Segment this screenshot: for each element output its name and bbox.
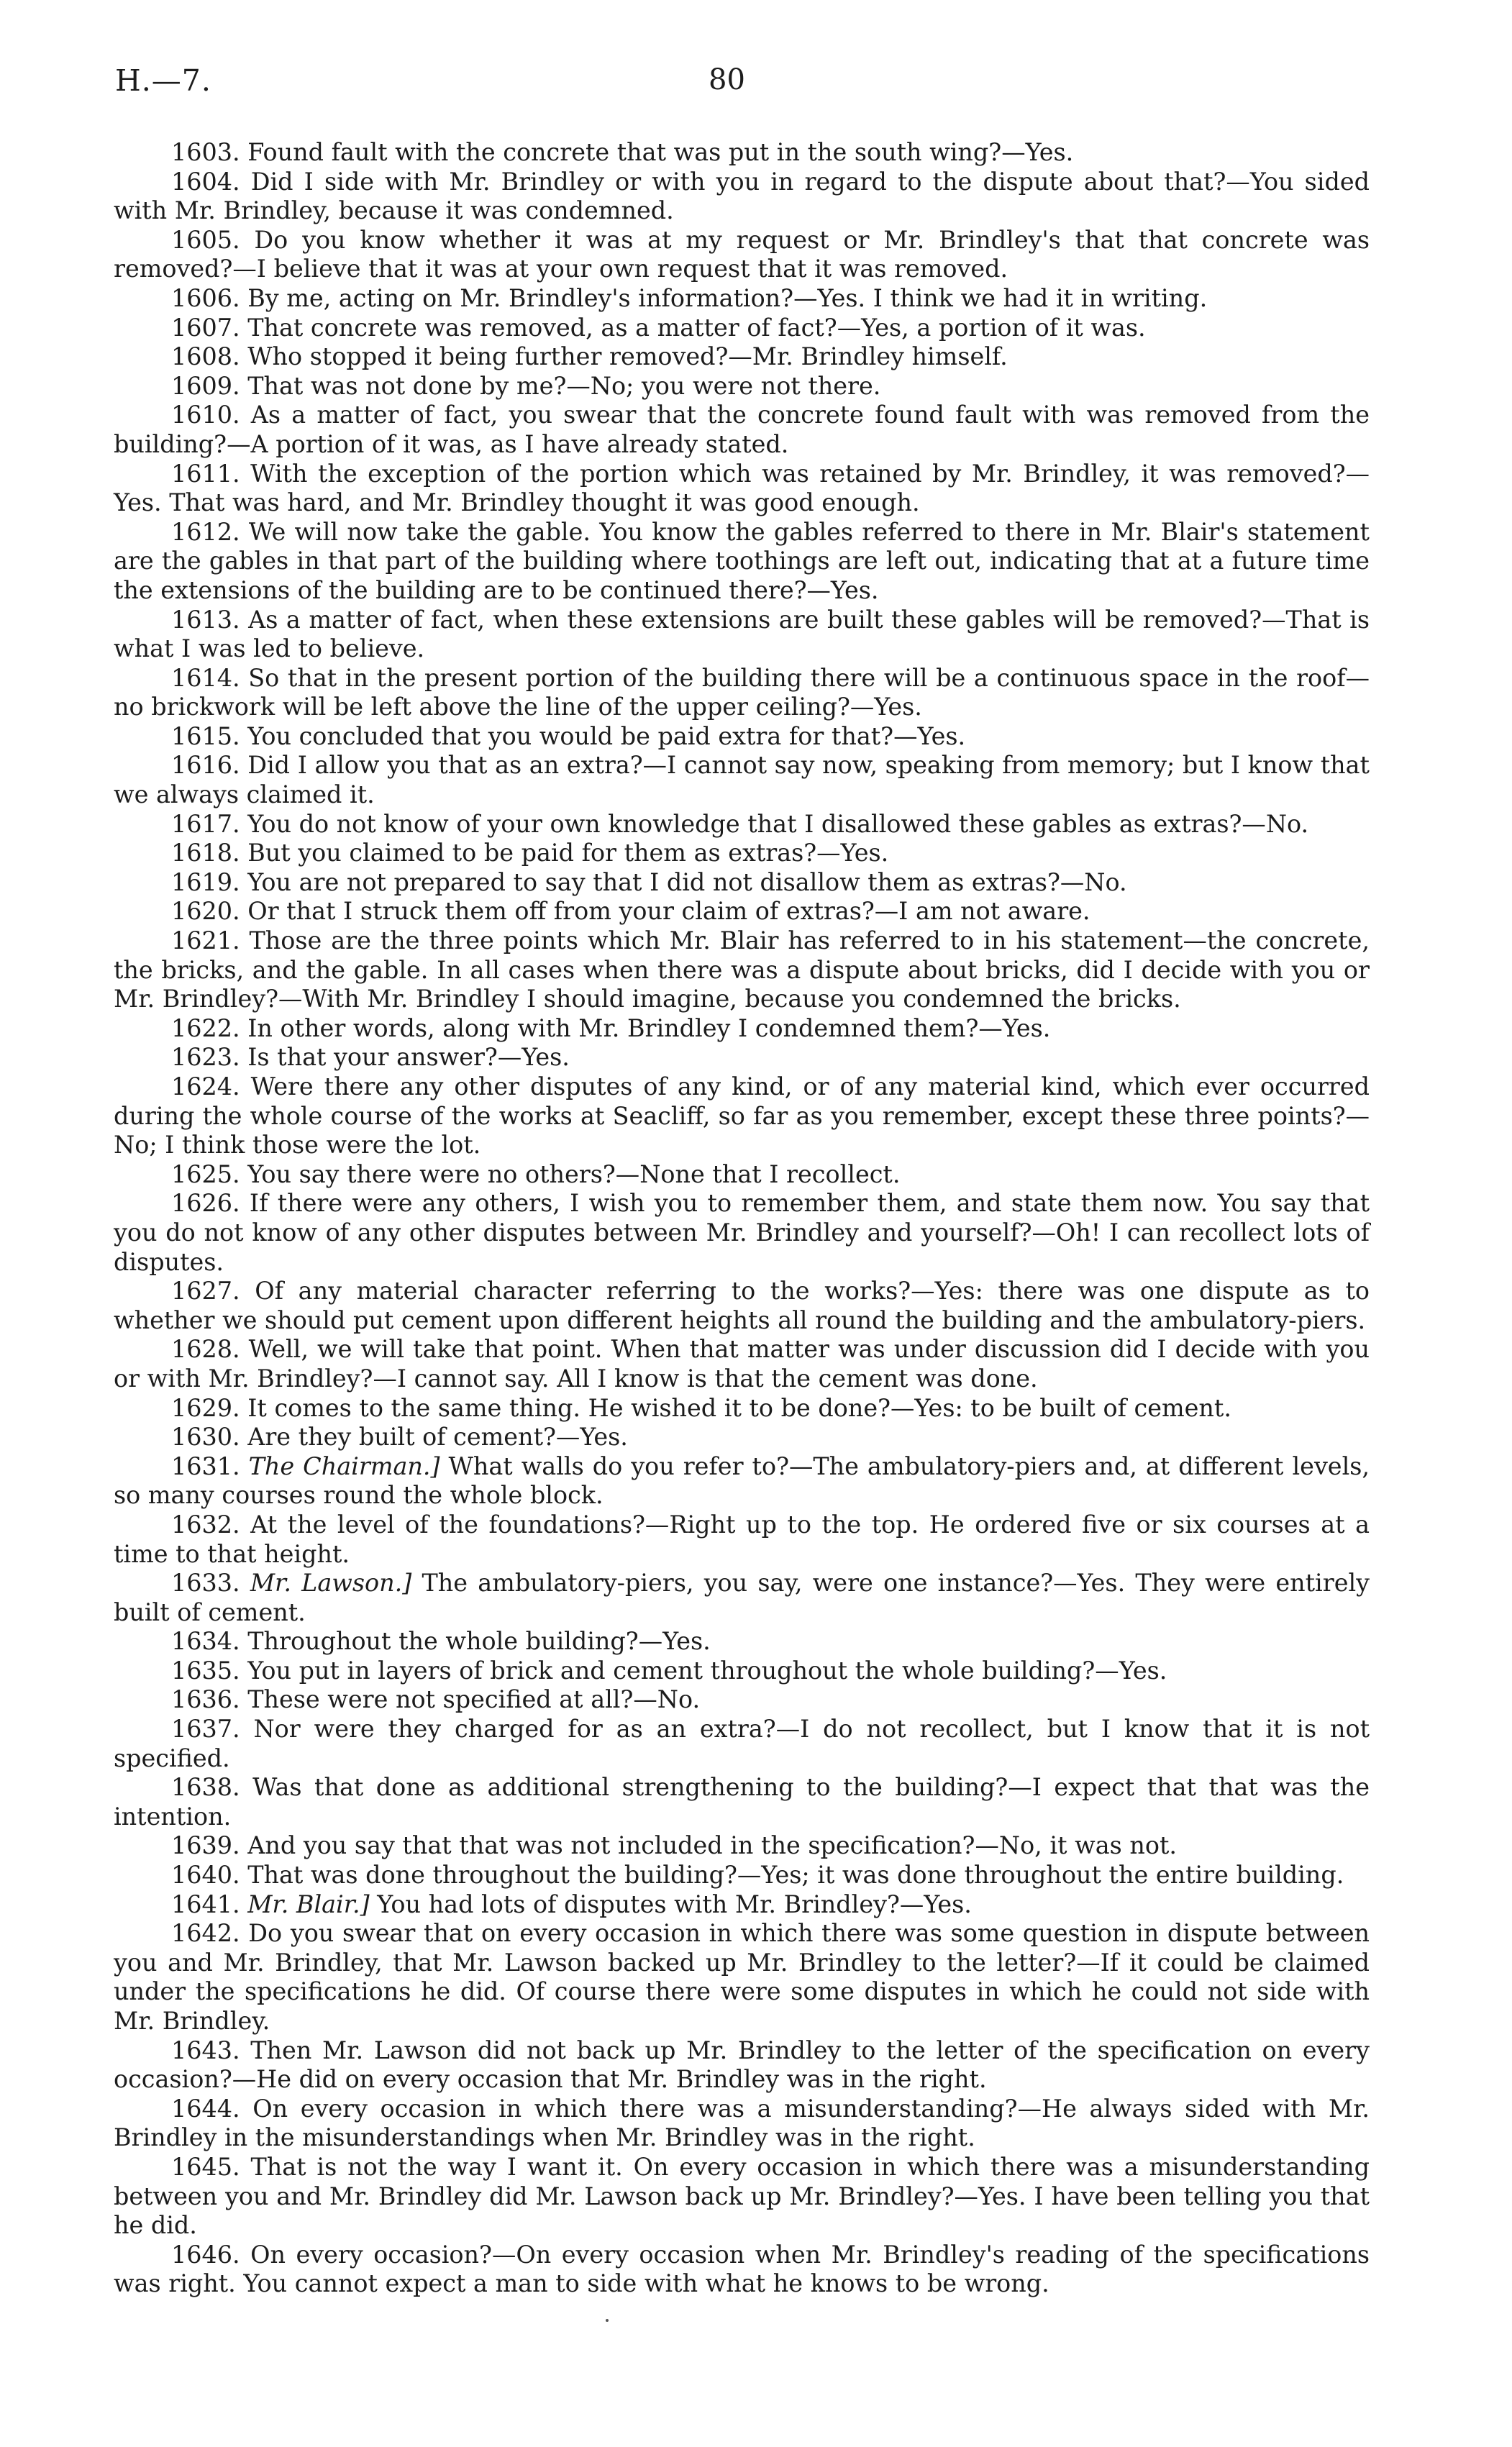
speaker-label: Mr. Lawson.] [250,1569,412,1598]
question-answer-text: That was not done by me?—No; you were not there. [247,371,881,400]
question-number: 1630. [171,1423,240,1452]
qa-paragraph [114,606,1370,664]
qa-paragraph [114,1890,1370,1920]
qa-paragraph [114,401,1370,459]
qa-paragraph [114,1715,1370,1773]
question-number: 1635. [171,1656,240,1685]
qa-paragraph [114,1685,1370,1715]
question-answer-text: You are not prepared to say that I did not disallow them as extras?—No. [247,867,1127,896]
question-number: 1615. [171,721,240,750]
question-answer-text: So that in the present portion of the building there will be a continuous space in the roof—no brickwork will be left above the line of the upper ceiling?—Yes. [114,663,1370,721]
question-number: 1632. [171,1510,240,1539]
qa-paragraph [114,1189,1370,1277]
qa-paragraph [114,1160,1370,1190]
question-answer-text: If there were any others, I wish you to remember them, and state them now. You say that you do not know of any other disputes between Mr. Brindley and yourself?—Oh! I can recollect lots of disputes. [114,1189,1370,1276]
question-number: 1642. [171,1919,240,1948]
question-number: 1623. [171,1043,240,1072]
question-number: 1618. [171,839,240,867]
question-answer-text: Throughout the whole building?—Yes. [247,1627,711,1656]
question-number: 1608. [171,342,240,371]
question-number: 1645. [171,2152,240,2181]
question-answer-text: Those are the three points which Mr. Blair has referred to in his statement—the concrete, the bricks, and the gable. In all cases when there was a dispute about bricks, did I decide with you or Mr. Brindley?—With Mr. Brindley I should imagine, because you condemned the bricks. [114,926,1370,1013]
question-number: 1638. [171,1773,240,1802]
question-number: 1609. [171,371,240,400]
question-number: 1625. [171,1159,240,1188]
qa-paragraph [114,2095,1370,2153]
question-number: 1634. [171,1627,240,1656]
qa-paragraph [114,2036,1370,2095]
question-number: 1621. [171,926,240,955]
qa-paragraph [114,897,1370,926]
question-answer-text: Are they built of cement?—Yes. [247,1423,628,1452]
question-number: 1633. [171,1569,240,1598]
page-header [0,63,1512,106]
question-number: 1617. [171,809,240,838]
question-answer-text: These were not specified at all?—No. [247,1685,701,1714]
qa-paragraph [114,810,1370,839]
qa-paragraph [114,342,1370,372]
question-answer-text: Were there any other disputes of any kind, or of any material kind, which ever occurred during the whole course of the works at Seacliff, so far as you remember, except these three points?—No; I think those were the lot. [114,1072,1370,1159]
qa-paragraph [114,1277,1370,1335]
speaker-label: Mr. Blair.] [247,1890,370,1918]
question-answer-text: You concluded that you would be paid extra for that?—Yes. [247,721,966,750]
qa-paragraph [114,2153,1370,2241]
question-answer-text: At the level of the foundations?—Right up to the top. He ordered five or six courses at a time to that height. [114,1510,1370,1568]
question-answer-text: That is not the way I want it. On every occasion in which there was a misunderstanding between you and Mr. Brindley did Mr. Lawson back up Mr. Brindley?—Yes. I have been telling you that he did. [114,2152,1370,2240]
qa-paragraph [114,1452,1370,1510]
question-answer-text: Do you swear that on every occasion in which there was some question in dispute between you and Mr. Brindley, that Mr. Lawson backed up Mr. Brindley to the letter?—If it could be claimed under the specifications he did. Of course there were some disputes in which he could not side with Mr. Brindley. [114,1919,1370,2035]
question-answer-text: Of any material character referring to the works?—Yes: there was one dispute as to whether we should put cement upon different heights all round the building and the ambulatory-piers. [114,1277,1370,1334]
question-answer-text: Did I side with Mr. Brindley or with you in regard to the dispute about that?—You sided with Mr. Brindley, because it was condemned. [114,167,1370,225]
qa-paragraph [114,1072,1370,1160]
question-number: 1626. [171,1189,240,1218]
question-number: 1646. [171,2240,240,2269]
question-answer-text: That was done throughout the building?—Yes; it was done throughout the entire building. [247,1861,1344,1890]
question-answer-text: And you say that that was not included in the specification?—No, it was not. [247,1831,1177,1860]
qa-paragraph [114,1014,1370,1044]
question-number: 1614. [171,663,240,692]
question-answer-text: Was that done as additional strengthening to the building?—I expect that that was the intention. [114,1773,1370,1831]
question-answer-text: The ambulatory-piers, you say, were one instance?—Yes. They were entirely built of cement. [114,1569,1370,1626]
evidence-transcript [114,138,1370,2299]
qa-paragraph [114,1510,1370,1569]
question-answer-text: By me, acting on Mr. Brindley's information?—Yes. I think we had it in writing. [247,283,1208,312]
question-number: 1606. [171,283,240,312]
qa-paragraph [114,751,1370,809]
question-number: 1637. [171,1715,240,1744]
qa-paragraph [114,460,1370,518]
qa-paragraph [114,518,1370,606]
qa-paragraph [114,1569,1370,1627]
question-answer-text: But you claimed to be paid for them as extras?—Yes. [247,839,889,867]
question-answer-text: On every occasion in which there was a misunderstanding?—He always sided with Mr. Brindley in the misunderstandings when Mr. Brindley was in the right. [114,2094,1370,2152]
qa-paragraph [114,138,1370,168]
question-number: 1611. [171,459,240,488]
qa-paragraph [114,839,1370,868]
question-answer-text: We will now take the gable. You know the gables referred to there in Mr. Blair's statement are the gables in that part of the building where toothings are left out, indicating that at a future time the extensions of the building are to be continued there?—Yes. [114,517,1370,604]
question-answer-text: Then Mr. Lawson did not back up Mr. Brindley to the letter of the specification on every occasion?—He did on every occasion that Mr. Brindley was in the right. [114,2036,1370,2094]
question-number: 1643. [171,2036,240,2064]
question-answer-text: You had lots of disputes with Mr. Brindley?—Yes. [377,1890,972,1918]
question-answer-text: Do you know whether it was at my request or Mr. Brindley's that that concrete was removed?—I believe that it was at your own request that it was removed. [114,225,1370,283]
question-answer-text: It comes to the same thing. He wished it to be done?—Yes: to be built of cement. [247,1393,1231,1422]
stray-mark [606,2319,609,2322]
qa-paragraph [114,1831,1370,1861]
question-answer-text: What walls do you refer to?—The ambulatory-piers and, at different levels, so many courses round the whole block. [114,1452,1370,1510]
question-answer-text: You do not know of your own knowledge that I disallowed these gables as extras?—No. [247,809,1309,838]
question-number: 1639. [171,1831,240,1860]
question-number: 1613. [171,605,240,634]
question-number: 1619. [171,867,240,896]
question-answer-text: As a matter of fact, you swear that the concrete found fault with was removed from the building?—A portion of it was, as I have already stated. [114,401,1370,458]
question-answer-text: You say there were no others?—None that I recollect. [247,1159,901,1188]
question-number: 1640. [171,1861,240,1890]
qa-paragraph [114,168,1370,226]
qa-paragraph [114,1394,1370,1423]
qa-paragraph [114,226,1370,284]
question-answer-text: As a matter of fact, when these extensions are built these gables will be removed?—That is what I was led to believe. [114,605,1370,663]
qa-paragraph [114,2241,1370,2299]
question-number: 1629. [171,1393,240,1422]
qa-paragraph [114,1043,1370,1072]
qa-paragraph [114,1919,1370,2036]
question-answer-text: Found fault with the concrete that was put in the south wing?—Yes. [247,138,1074,166]
qa-paragraph [114,722,1370,752]
question-number: 1622. [171,1013,240,1042]
question-number: 1631. [171,1452,240,1480]
qa-paragraph [114,1335,1370,1393]
question-number: 1616. [171,751,240,780]
question-answer-text: Or that I struck them off from your claim of extras?—I am not aware. [247,897,1090,926]
question-number: 1620. [171,897,240,926]
question-number: 1604. [171,167,240,196]
question-answer-text: On every occasion?—On every occasion when Mr. Brindley's reading of the specifications was right. You cannot expect a man to side with what he knows to be wrong. [114,2240,1370,2298]
qa-paragraph [114,664,1370,722]
document-reference: H.—7. [115,63,211,98]
qa-paragraph [114,372,1370,401]
question-number: 1624. [171,1072,240,1101]
speaker-label: The Chairman.] [248,1452,440,1480]
question-answer-text: With the exception of the portion which was retained by Mr. Brindley, it was removed?—Yes. That was hard, and Mr. Brindley thought it was good enough. [114,459,1370,517]
question-number: 1627. [171,1277,240,1305]
question-answer-text: That concrete was removed, as a matter of fact?—Yes, a portion of it was. [247,313,1146,342]
question-number: 1610. [171,401,240,429]
question-answer-text: In other words, along with Mr. Brindley I condemned them?—Yes. [247,1013,1051,1042]
question-number: 1644. [171,2094,240,2123]
qa-paragraph [114,314,1370,343]
question-number: 1603. [171,138,240,166]
question-number: 1612. [171,517,240,546]
question-number: 1628. [171,1335,240,1364]
qa-paragraph [114,926,1370,1014]
qa-paragraph [114,284,1370,314]
question-number: 1607. [171,313,240,342]
question-answer-text: Well, we will take that point. When that matter was under discussion did I decide with you or with Mr. Brindley?—I cannot say. All I know is that the cement was done. [114,1335,1370,1393]
qa-paragraph [114,1861,1370,1890]
qa-paragraph [114,1657,1370,1686]
page-number: 80 [709,63,745,96]
question-number: 1605. [171,225,240,254]
qa-paragraph [114,1423,1370,1452]
question-answer-text: Is that your answer?—Yes. [247,1043,570,1072]
question-number: 1641. [171,1890,240,1918]
question-answer-text: Who stopped it being further removed?—Mr. Brindley himself. [247,342,1008,371]
qa-paragraph [114,1773,1370,1831]
question-answer-text: Did I allow you that as an extra?—I cannot say now, speaking from memory; but I know that we always claimed it. [114,751,1370,809]
question-answer-text: Nor were they charged for as an extra?—I do not recollect, but I know that it is not specified. [114,1715,1370,1772]
qa-paragraph [114,868,1370,898]
qa-paragraph [114,1627,1370,1657]
question-answer-text: You put in layers of brick and cement throughout the whole building?—Yes. [247,1656,1167,1685]
question-number: 1636. [171,1685,240,1714]
